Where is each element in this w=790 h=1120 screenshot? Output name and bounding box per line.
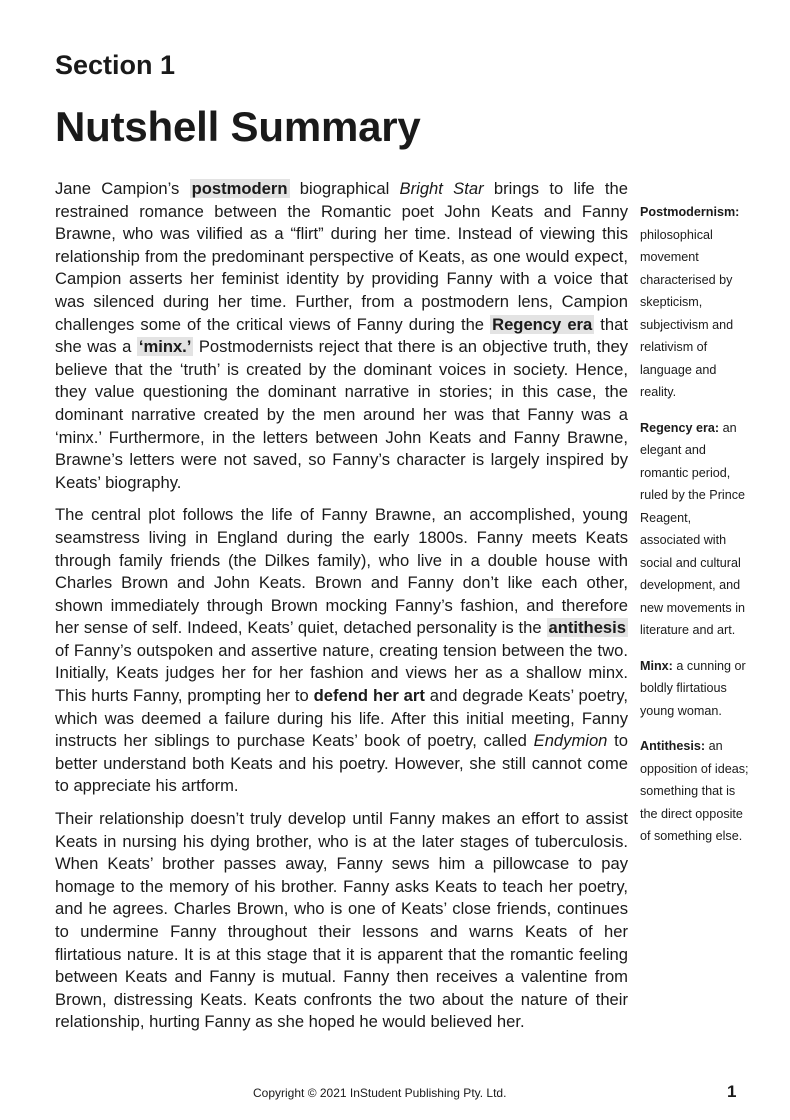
book-title: Endymion [533,731,608,751]
text-run: Postmodernists reject that there is an objective truth, they believe that the ‘truth’ is created by the dominant voices in society. Hence, they value questioning the dominant narrative in stories; in this case, the dominant narrative created by the men around her was that Fanny was a ‘minx.’ Furthermore, in the letters between John Keats and Fanny Brawne, Brawne’s letters were not saved, so Fanny’s character is largely inspired by Keats’ biography. [55,337,628,492]
page-title: Nutshell Summary [55,103,421,150]
section-label: Section 1 [55,50,176,80]
main-text [55,178,628,1044]
glossary-sidebar [640,201,752,861]
glossary-definition: an elegant and romantic period, ruled by the Prince Reagent, associated with social and cultural development, and new movements in literature and art. [640,420,746,637]
highlighted-term-postmodern: postmodern [191,179,288,198]
text-run: and degrade Keats’ poetry, which was deemed a failure during his life. After this initial meeting, Fanny instructs her siblings to purchase Keats’ book of poetry, called [55,686,628,751]
text-run: of Fanny’s outspoken and assertive nature, creating tension between the two. Initially, Keats judges her for her fashion and views her as a shallow minx. This hurts Fanny, prompting her to [55,640,628,706]
glossary-term: Antithesis: [640,739,706,753]
highlighted-term-minx: ‘minx.’ [138,337,192,357]
text-run: that she was a [55,314,628,357]
glossary-term: Regency era: [640,420,720,435]
glossary-entry [640,417,752,642]
text-run: biographical [289,179,400,198]
paragraph-2 [55,504,628,798]
page-number: 1 [727,1082,737,1101]
text-run: to better understand both Keats and his poetry. However, she still cannot come to appreciate his artform. [55,731,628,796]
paragraph-1 [55,178,628,494]
glossary-term: Minx: [640,658,673,673]
text-run: The central plot follows the life of Fanny Brawne, an accomplished, young seamstress living in England during the early 1800s. Fanny meets Keats through family friends (the Dilkes family), who live in a double house with Charles Brown and John Keats. Brown and Fanny don’t like each other, shown immediately through Brown mocking Fanny’s fashion, and therefore her sense of self. Indeed, Keats’ quiet, detached personality is the [55,505,628,638]
glossary-entry [640,655,752,723]
highlighted-term-antithesis: antithesis [548,618,626,638]
text-run: brings to life the restrained romance between the Romantic poet John Keats and Fanny Brawne, who was vilified as a “flirt” during her time. Instead of viewing this relationship from the predominant perspective of Keats, as one would expect, Campion asserts her feminist identity by providing Fanny with a voice that was silenced during her time. Further, from a postmodern lens, Campion challenges some of the critical views of Fanny during the [55,179,628,334]
glossary-definition: a cunning or boldly flirtatious young woman. [640,658,746,718]
paragraph-3: Their relationship doesn’t truly develop until Fanny makes an effort to assist Keats in nursing his dying brother, who is at the later stages of tuberculosis. When Keats’ brother passes away, Fanny sews him a pillowcase to pay homage to the memory of his brother. Fanny asks Keats to teach her poetry, and he agrees. Charles Brown, who is one of Keats’ close friends, continues to undermine Fanny throughout their lessons and warns Keats of her flirtatious nature. It is at this stage that it is apparent that the romantic feeling between Keats and Fanny is mutual. Fanny then receives a valentine from Brown, distressing Keats. Keats confronts the two about the nature of their relationship, hurting Fanny as she hoped he would believed her. [55,809,628,1032]
bold-phrase: defend her art [313,686,425,706]
film-title: Bright Star [399,179,484,198]
glossary-definition: philosophical movement characterised by skepticism, subjectivism and relativism of language and reality. [640,227,734,399]
highlighted-term-regency-era: Regency era [492,314,593,334]
glossary-term: Postmodernism: [640,205,740,219]
text-run: Jane Campion’s [55,179,190,198]
copyright-notice: Copyright © 2021 InStudent Publishing Pty. Ltd. [253,1086,507,1100]
glossary-definition: an opposition of ideas; something that is the direct opposite of something else. [640,739,749,843]
glossary-entry [640,735,752,848]
glossary-entry [640,201,752,404]
